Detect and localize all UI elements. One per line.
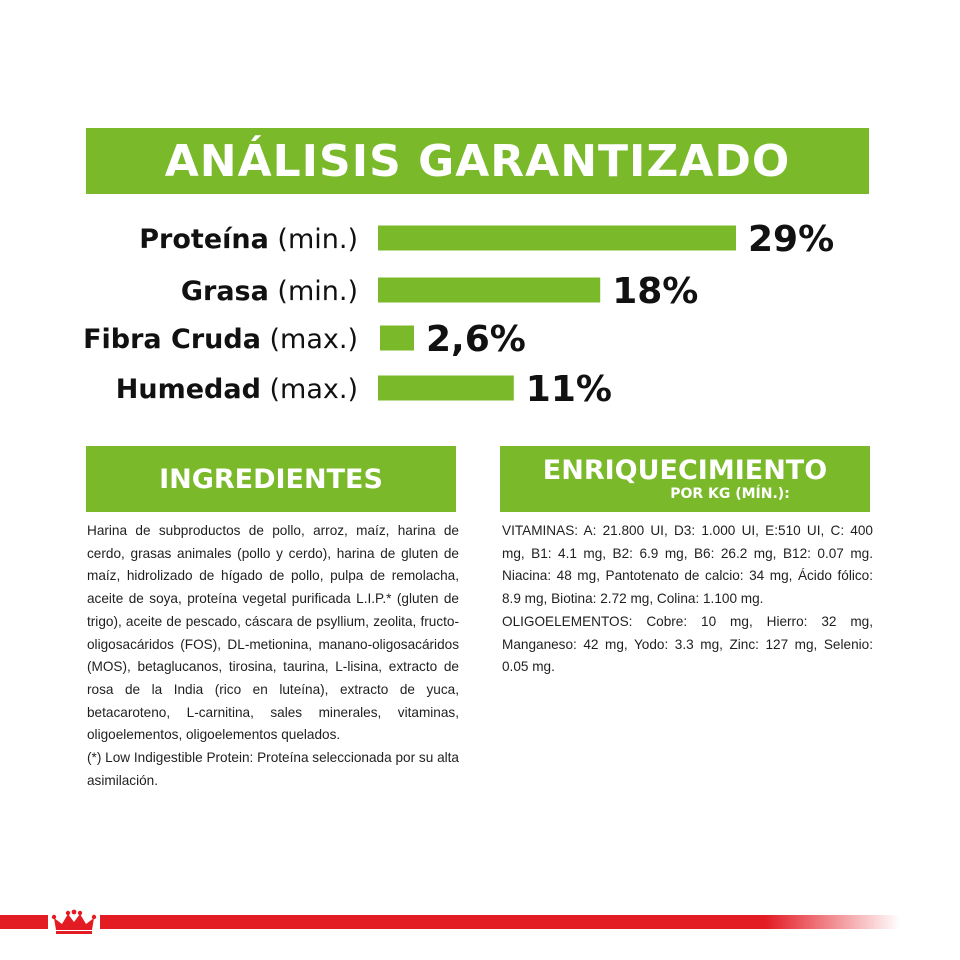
analysis-chart bbox=[0, 210, 960, 420]
enrichment-section bbox=[502, 520, 873, 679]
bar bbox=[378, 226, 736, 251]
enrichment-banner bbox=[500, 446, 870, 512]
page-title: ANÁLISIS GARANTIZADO bbox=[164, 135, 791, 187]
trace-elements-text: OLIGOELEMENTOS: Cobre: 10 mg, Hierro: 32 mg, Manganeso: 42 mg, Yodo: 3.3 mg, Zinc: 127 mg, Selenio: 0.05 mg. bbox=[502, 613, 873, 675]
footer-stripe bbox=[0, 915, 900, 929]
bar bbox=[378, 278, 600, 303]
enrichment-subheading: POR KG (MÍN.): bbox=[670, 486, 790, 502]
bar-value-label: 29% bbox=[748, 219, 835, 260]
ingredients-heading: INGREDIENTES bbox=[159, 463, 383, 495]
ingredients-footnote: (*) Low Indigestible Protein: Proteína seleccionada por su alta asimilación. bbox=[87, 750, 459, 788]
nutrient-label: Grasa (min.) bbox=[180, 276, 358, 307]
enrichment-heading: ENRIQUECIMIENTO bbox=[542, 455, 828, 486]
title-banner bbox=[86, 128, 869, 194]
crown-icon bbox=[48, 906, 100, 938]
bar bbox=[380, 326, 414, 351]
ingredients-section bbox=[87, 520, 459, 792]
ingredients-text: Harina de subproductos de pollo, arroz, maíz, harina de cerdo, grasas animales (pollo y cerdo), harina de gluten de maíz, hidrolizado de hígado de pollo, pulpa de remolacha, aceite de soya, proteína vegetal purificada L.I.P.* (gluten de trigo), aceite de pescado, cáscara de psyllium, zeolita, fructo-oligosacáridos (FOS), DL-metionina, manano-oligosacáridos (MOS), betaglucanos, tirosina, taurina, L-lisina, extracto de rosa de la India (rico en luteína), extracto de yuca, betacaroteno, L-carnitina, sales minerales, vitaminas, oligoelementos, oligoelementos quelados. bbox=[87, 523, 459, 743]
bar-value-label: 2,6% bbox=[426, 319, 526, 360]
bar-value-label: 11% bbox=[525, 369, 612, 410]
vitamins-text: VITAMINAS: A: 21.800 UI, D3: 1.000 UI, E:510 UI, C: 400 mg, B1: 4.1 mg, B2: 6.9 mg, B6: 26.2 mg, B12: 0.07 mg. Niacina: 48 mg, Pantotenato de calcio: 34 mg, Ácido fólico: 8.9 mg, Biotina: 2.72 mg, Colina: 1.100 mg. bbox=[502, 523, 873, 607]
nutrient-label: Proteína (min.) bbox=[139, 224, 358, 255]
ingredients-banner bbox=[86, 446, 456, 512]
nutrient-label: Fibra Cruda (max.) bbox=[83, 324, 358, 355]
nutrient-label: Humedad (max.) bbox=[115, 374, 358, 405]
bar bbox=[378, 376, 514, 401]
bar-value-label: 18% bbox=[612, 271, 699, 312]
